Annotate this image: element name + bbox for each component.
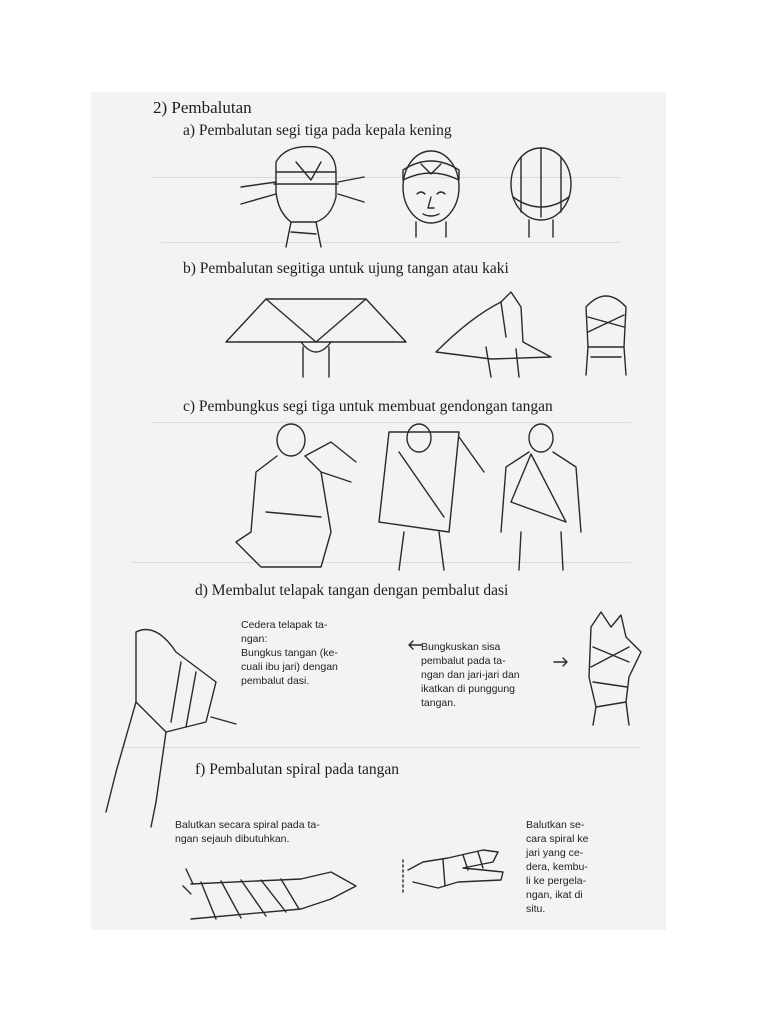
note-line: dera, kembu-: [526, 861, 588, 873]
note-line: ngan sejauh dibutuhkan.: [175, 833, 290, 845]
note-palm-injury: [241, 618, 401, 688]
note-line: li ke pergela-: [526, 875, 587, 887]
item-a-heading: a) Pembalutan segi tiga pada kepala kening: [183, 122, 452, 139]
note-line: pembalut dasi.: [241, 675, 310, 687]
note-line: ngan, ikat di: [526, 889, 583, 901]
arrow-right-icon: [553, 657, 569, 667]
note-spiral-hand: [175, 818, 405, 846]
item-f-heading: f) Pembalutan spiral pada tangan: [195, 761, 400, 778]
item-d-heading: d) Membalut telapak tangan dengan pembalut dasi: [195, 582, 509, 599]
arm-sling-step-2-illustration: [369, 422, 489, 572]
note-line: jari yang ce-: [526, 847, 584, 859]
spiral-arm-bandage-illustration: [181, 864, 361, 930]
note-line: cuali ibu jari) dengan: [241, 661, 338, 673]
note-line: situ.: [526, 903, 546, 915]
arm-sling-step-1-illustration: [221, 422, 361, 572]
arm-sling-finished-illustration: [491, 422, 591, 572]
note-line: Cedera telapak ta-: [241, 619, 328, 631]
head-bandage-front-illustration: [391, 142, 471, 242]
palm-bandage-finished-illustration: [571, 607, 651, 727]
note-line: ikatkan di punggung: [421, 683, 515, 695]
note-line: tangan.: [421, 697, 457, 709]
note-line: cara spiral ke: [526, 833, 589, 845]
note-wrap-rest: [421, 640, 551, 710]
note-line: Balutkan secara spiral pada ta-: [175, 819, 320, 831]
triangle-bandage-finished-illustration: [576, 287, 636, 382]
head-bandage-tying-illustration: [236, 142, 366, 252]
palm-bandage-wrapping-illustration: [96, 612, 236, 832]
bleed-line: [161, 242, 621, 243]
note-spiral-finger: [526, 818, 636, 916]
note-line: ngan:: [241, 633, 268, 645]
note-line: ngan dan jari-jari dan: [421, 669, 520, 681]
triangle-bandage-wrapping-illustration: [431, 287, 556, 382]
note-line: Balutkan se-: [526, 819, 585, 831]
spiral-finger-bandage-illustration: [403, 840, 518, 895]
note-line: Bungkus tangan (ke-: [241, 647, 338, 659]
item-b-heading: b) Pembalutan segitiga untuk ujung tangan atau kaki: [183, 260, 509, 277]
head-bandage-back-illustration: [501, 142, 581, 242]
note-line: pembalut pada ta-: [421, 655, 506, 667]
note-line: Bungkuskan sisa: [421, 641, 501, 653]
item-c-heading: c) Pembungkus segi tiga untuk membuat gendongan tangan: [183, 398, 553, 415]
section-heading: 2) Pembalutan: [153, 98, 252, 117]
scanned-page: [91, 92, 666, 930]
triangle-bandage-layout-illustration: [221, 287, 411, 382]
